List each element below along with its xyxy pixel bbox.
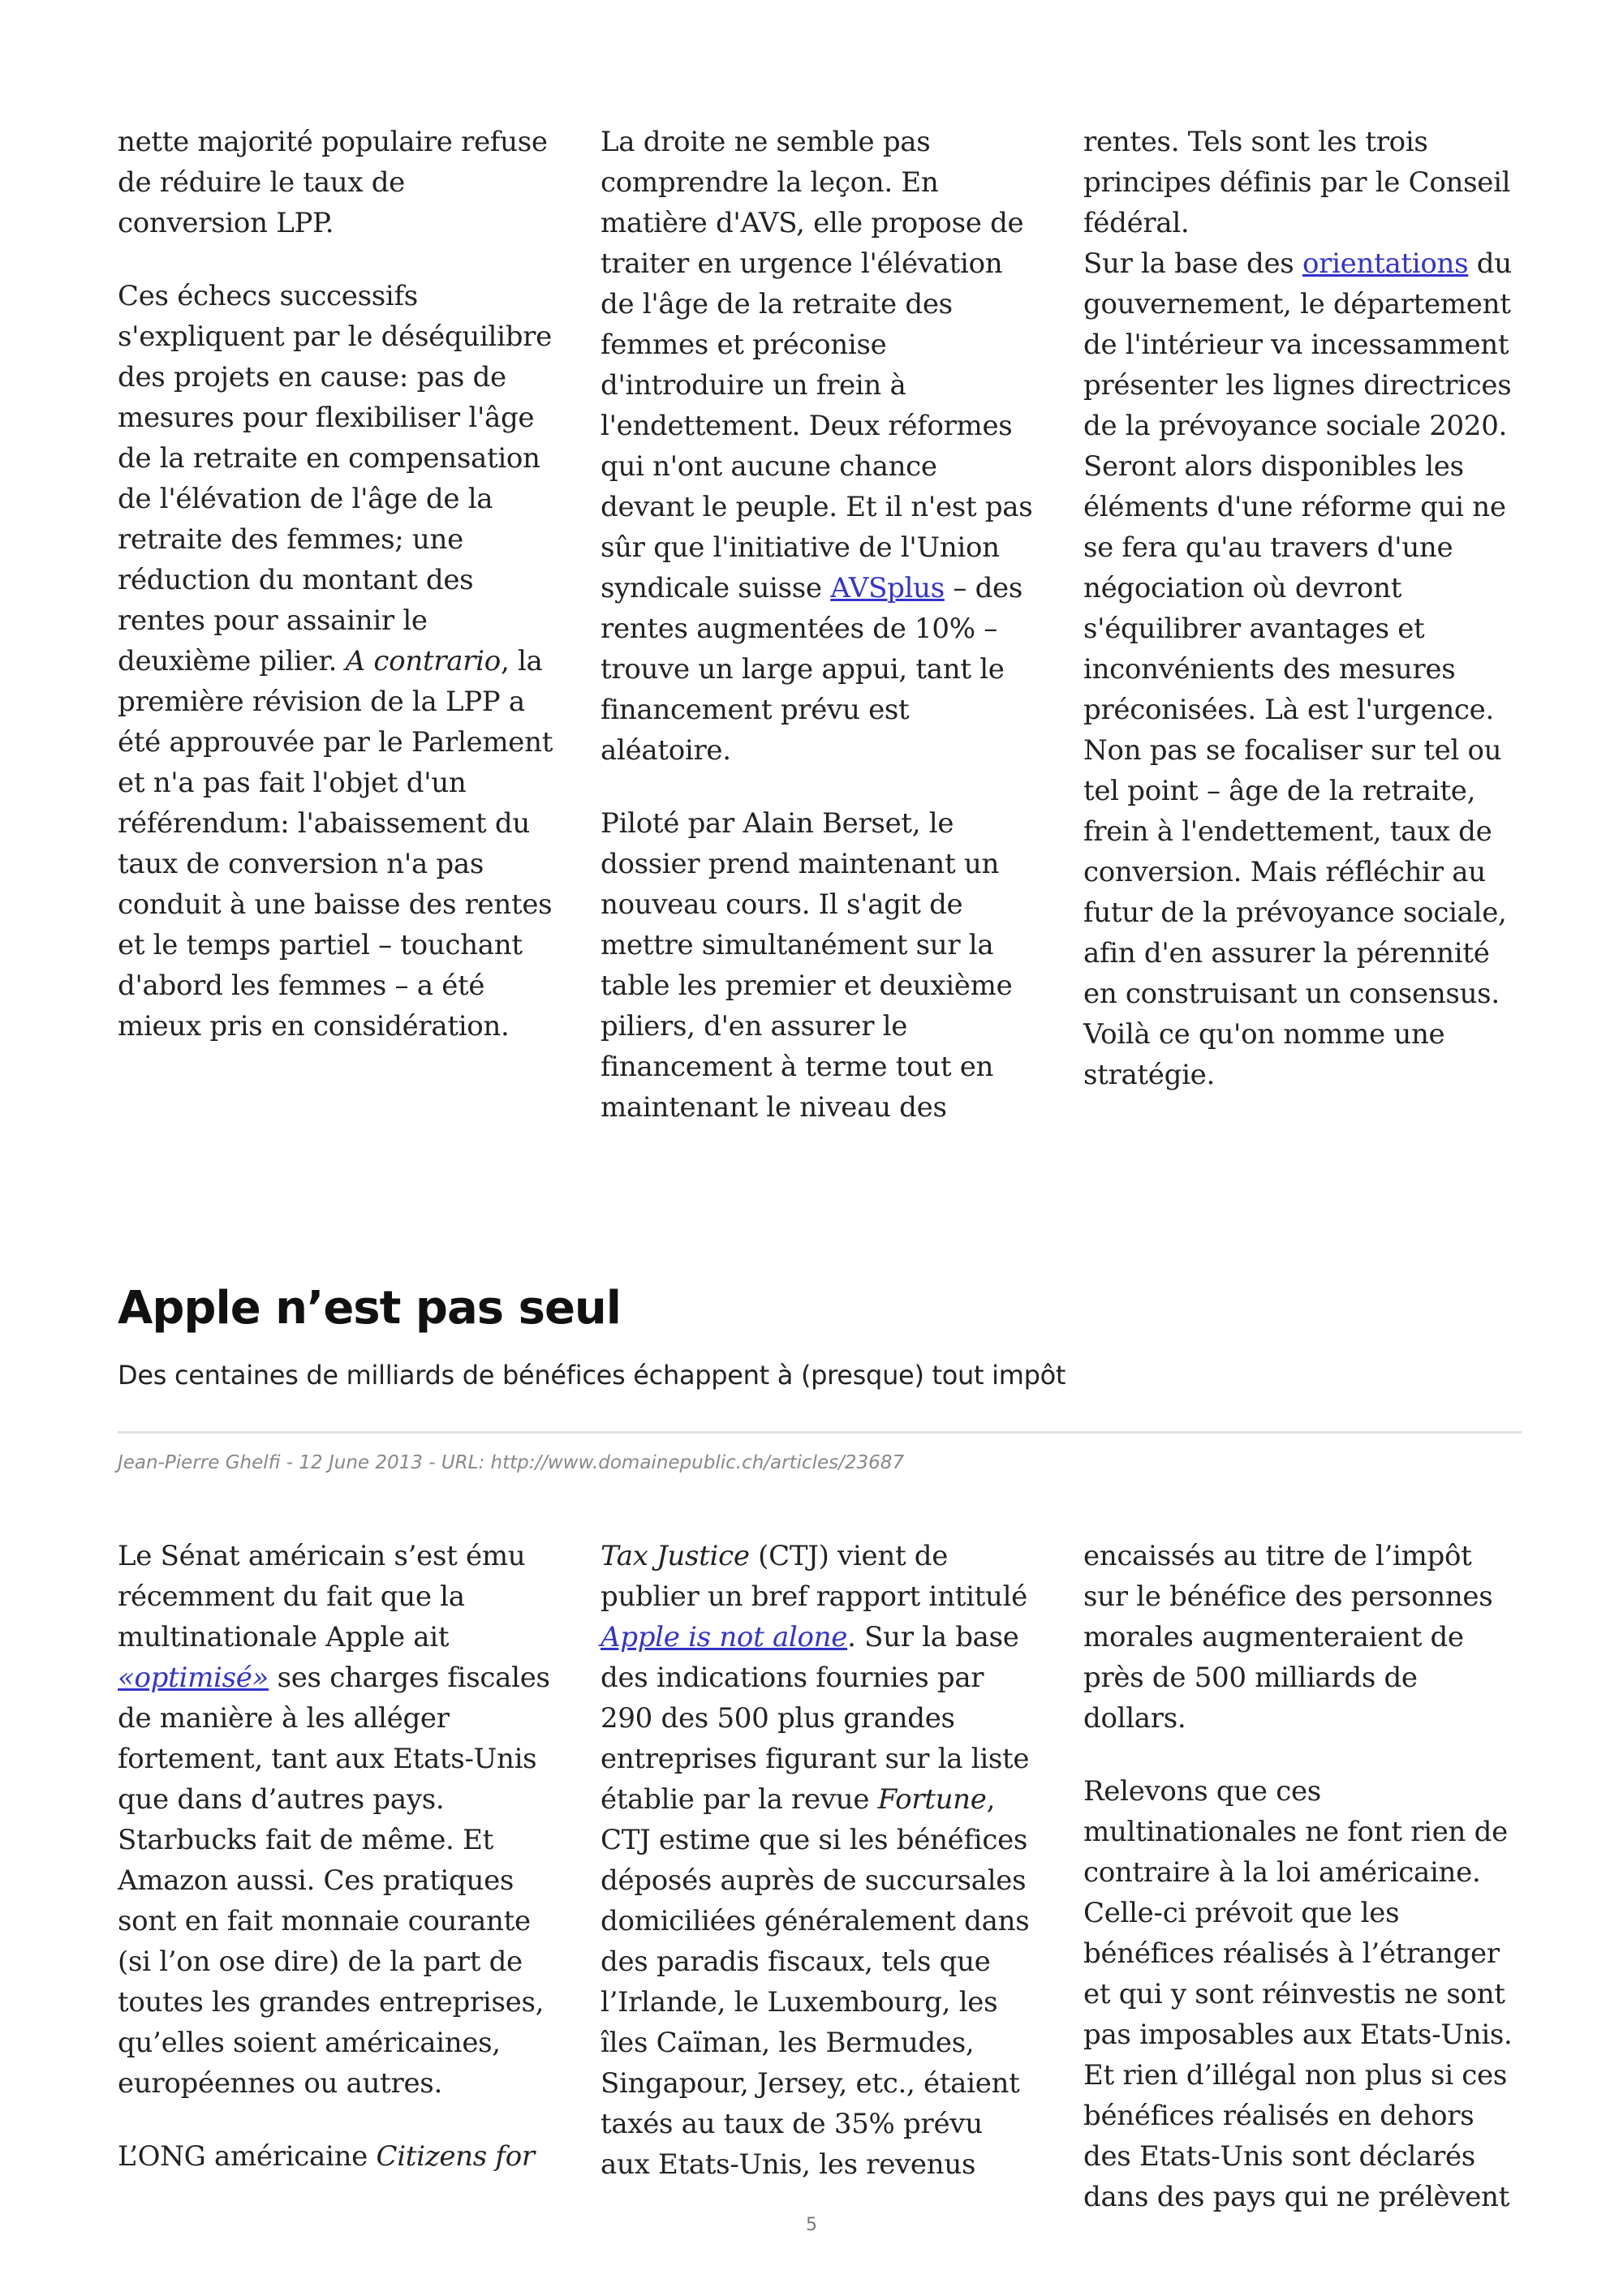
paragraph: Le Sénat américain s’est ému récemment du fait que la multinationale Apple ait «optimisé» ses charges fiscales de manière à les alléger fortement, tant aux Etats-Unis que dans d’autres pays. Starbucks fait de même. Et Amazon aussi. Ces pratiques sont en fait monnaie courante (si l’on ose dire) de la part de toutes les grandes entreprises, qu’elles soient américaines, européennes ou autres. (118, 1540, 550, 2100)
column-3 (1083, 122, 1522, 1128)
article-subtitle: Des centaines de milliards de bénéfices échappent à (presque) tout impôt (118, 1360, 1066, 1391)
column-2 (601, 122, 1039, 1128)
paragraph: La droite ne semble pas comprendre la leçon. En matière d'AVS, elle propose de traiter en urgence l'élévation de l'âge de la retraite des femmes et préconise d'introduire un frein à l'endettement. Deux réformes qui n'ont aucune chance devant le peuple. Et il n'est pas sûr que l'initiative de l'Union syndicale suisse AVSplus – des rentes augmentées de 10% – trouve un large appui, tant le financement prévu est aléatoire. (601, 126, 1033, 767)
avsplus-link[interactable]: AVSplus (830, 572, 945, 604)
paragraph: encaissés au titre de l’impôt sur le bénéfice des personnes morales augmenteraient de près de 500 milliards de dollars. (1083, 1540, 1493, 1735)
paragraph: nette majorité populaire refuse de réduire le taux de conversion LPP. (118, 126, 548, 239)
apple-is-not-alone-link[interactable]: Apple is not alone (601, 1621, 848, 1653)
paragraph: Piloté par Alain Berset, le dossier prend maintenant un nouveau cours. Il s'agit de mettre simultanément sur la table les premier et deuxième piliers, d'en assurer le financement à terme tout en maintenant le niveau des (601, 807, 1013, 1124)
paragraph: Relevons que ces multinationales ne font rien de contraire à la loi américaine. Celle-ci prévoit que les bénéfices réalisés à l’étranger et qui y sont réinvestis ne sont pas imposables aux Etats-Unis. Et rien d’illégal non plus si ces bénéfices réalisés en dehors des Etats-Unis sont déclarés dans des pays qui ne prélèvent (1083, 1775, 1513, 2213)
column-1 (118, 122, 556, 1128)
previous-article-columns (118, 122, 1522, 1128)
optimise-link[interactable]: «optimisé» (118, 1662, 269, 1694)
orientations-link[interactable]: orientations (1302, 247, 1469, 280)
paragraph: Sur la base des orientations du gouvernement, le département de l'intérieur va incessamment présenter les lignes directrices de la prévoyance sociale 2020. Seront alors disponibles les éléments d'une réforme qui ne se fera qu'au travers d'une négociation où devront s'équilibrer avantages et inconvénients des mesures préconisées. Là est l'urgence. Non pas se focaliser sur tel ou tel point – âge de la retraite, frein à l'endettement, taux de conversion. Mais réfléchir au futur de la prévoyance sociale, afin d'en assurer la pérennité en construisant un consensus. Voilà ce qu'on nomme une stratégie. (1083, 247, 1512, 1091)
column-2 (601, 1536, 1039, 2217)
column-1 (118, 1536, 556, 2217)
article-byline: Jean-Pierre Ghelfi - 12 June 2013 - URL: http://www.domainepublic.ch/articles/23687 (118, 1452, 905, 1473)
column-3 (1083, 1536, 1522, 2217)
article-columns (118, 1536, 1522, 2217)
paragraph: rentes. Tels sont les trois principes définis par le Conseil fédéral. (1083, 126, 1511, 239)
paragraph: L’ONG américaine Citizens for (118, 2140, 535, 2173)
divider (118, 1431, 1522, 1434)
article-title: Apple n’est pas seul (118, 1282, 621, 1335)
paragraph: Tax Justice (CTJ) vient de publier un bref rapport intitulé Apple is not alone. Sur la base des indications fournies par 290 des 500 plus grandes entreprises figurant sur la liste établie par la revue Fortune, CTJ estime que si les bénéfices déposés auprès de succursales domiciliées généralement dans des paradis fiscaux, tels que l’Irlande, le Luxembourg, les îles Caïman, les Bermudes, Singapour, Jersey, etc., étaient taxés au taux de 35% prévu aux Etats-Unis, les revenus (601, 1540, 1030, 2181)
paragraph: Ces échecs successifs s'expliquent par le déséquilibre des projets en cause: pas de mesures pour flexibiliser l'âge de la retraite en compensation de l'élévation de l'âge de la retraite des femmes; une réduction du montant des rentes pour assainir le deuxième pilier. A contrario, la première révision de la LPP a été approuvée par le Parlement et n'a pas fait l'objet d'un référendum: l'abaissement du taux de conversion n'a pas conduit à une baisse des rentes et le temps partiel – touchant d'abord les femmes – a été mieux pris en considération. (118, 280, 553, 1043)
page-number: 5 (806, 2215, 817, 2235)
